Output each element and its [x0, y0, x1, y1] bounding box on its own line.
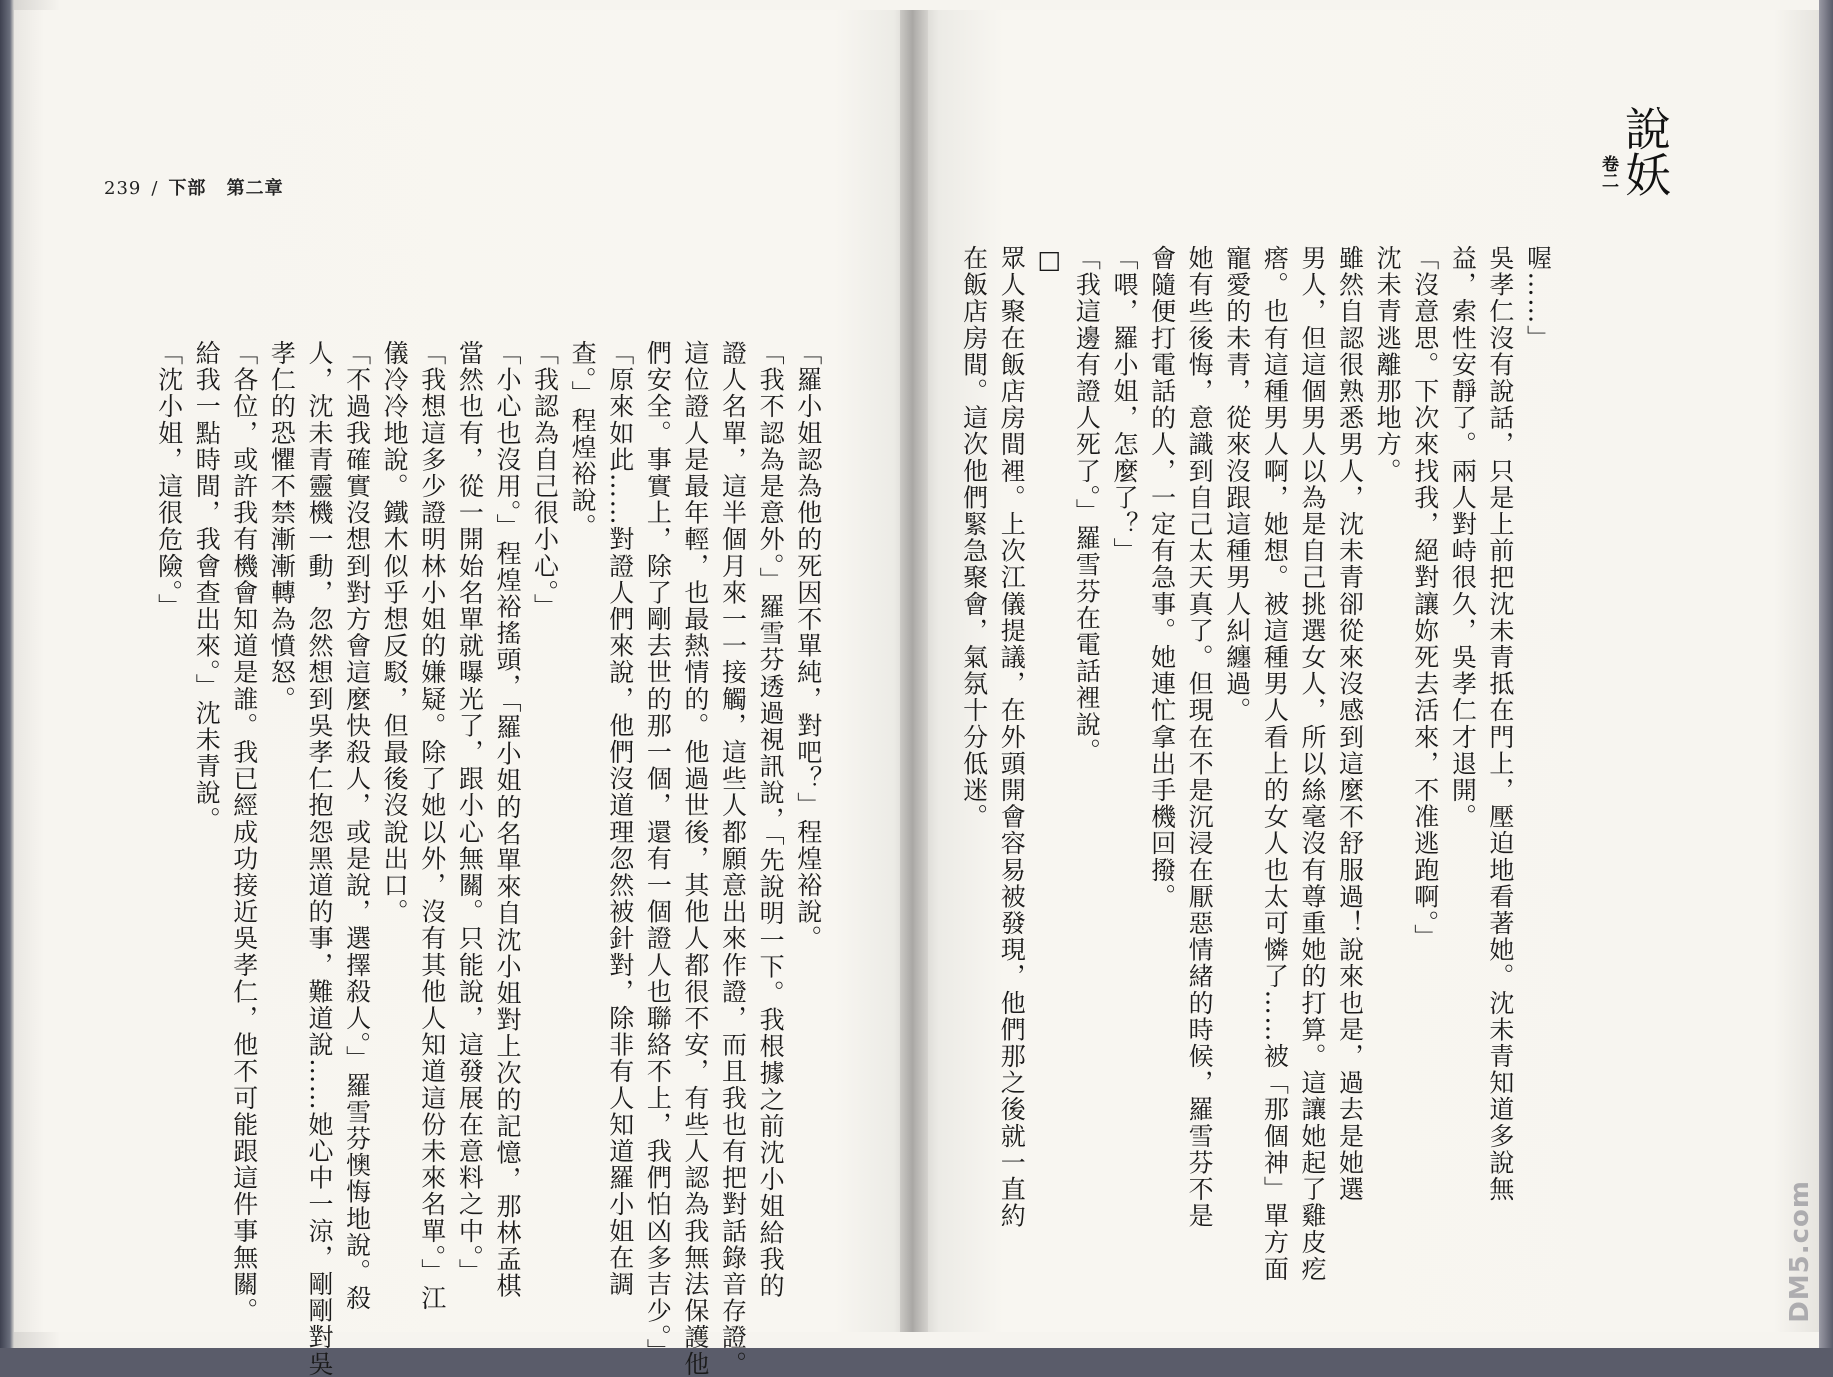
text-line: 「我這邊有證人死了。」羅雪芬在電話裡說。 — [1072, 245, 1102, 765]
text-line: 吳孝仁沒有說話，只是上前把沈未青抵在門上，壓迫地看著她。沈未青知道多說無 — [1485, 245, 1515, 1203]
text-line: 「我不認為是意外。」羅雪芬透過視訊說，「先說明一下。我根據之前沈小姐給我的 — [756, 340, 786, 1300]
left-page-text — [150, 340, 827, 1377]
header-separator: / — [151, 178, 159, 199]
book-logo — [1590, 105, 1680, 225]
text-line: □ — [1034, 245, 1064, 276]
text-line: 「小心也沒用。」程煌裕搖頭，「羅小姐的名單來自沈小姐對上次的記憶，那林孟棋 — [492, 340, 522, 1300]
text-line: 「各位，或許我有機會知道是誰。我已經成功接近吳孝仁，他不可能跟這件事無關。 — [229, 340, 259, 1325]
text-line: 沈未青逃離那地方。 — [1373, 245, 1403, 485]
text-line: 寵愛的未青，從來沒跟這種男人糾纏過。 — [1222, 245, 1252, 724]
show-through-mark — [140, 130, 200, 216]
text-line: 雖然自認很熟悉男人，沈未青卻從來沒感到這麼不舒服過！說來也是，過去是她選 — [1335, 245, 1365, 1203]
text-line: 瘩。也有這種男人啊，她想。被這種男人看上的女人也太可憐了……被「那個神」單方面 — [1260, 245, 1290, 1283]
text-line: 孝仁的恐懼不禁漸漸轉為憤怒。 — [267, 340, 297, 713]
text-line: 證人名單，這半個月來一一接觸，這些人都願意出來作證，而且我也有把對話錄音存證。 — [718, 340, 748, 1377]
volume-label: 卷二 — [1598, 155, 1618, 189]
text-line: 給我一點時間，我會查出來。」沈未青說。 — [192, 340, 222, 833]
text-line: 「沈小姐，這很危險。」 — [154, 340, 184, 621]
text-line: 她有些後悔，意識到自己太天真了。但現在不是沉浸在厭惡情緒的時候，羅雪芬不是 — [1185, 245, 1215, 1230]
text-line: 喔……」 — [1523, 245, 1553, 352]
text-line: 儀冷冷地說。鐵木似乎想反駁，但最後沒說出口。 — [380, 340, 410, 926]
text-line: 「不過我確實沒想到對方會這麼快殺人，或是說，選擇殺人。」羅雪芬懊悔地說。殺 — [342, 340, 372, 1312]
text-line: 男人，但這個男人以為是自己挑選女人，所以絲毫沒有尊重她的打算。這讓她起了雞皮疙 — [1297, 245, 1327, 1283]
right-page-text — [955, 245, 1557, 1283]
text-line: 這位證人是最年輕，也最熱情的。他過世後，其他人都很不安，有些人認為我無法保護他 — [680, 340, 710, 1377]
text-line: 眾人聚在飯店房間裡。上次江儀提議，在外頭開會容易被發現，他們那之後就一直約 — [997, 245, 1027, 1230]
text-line: 「羅小姐認為他的死因不單純，對吧？」程煌裕說。 — [793, 340, 823, 952]
book-gutter — [900, 10, 928, 1332]
page-number: 239 — [104, 178, 142, 199]
text-line: 查。」程煌裕說。 — [568, 340, 598, 541]
text-line: 在飯店房間。這次他們緊急聚會，氣氛十分低迷。 — [959, 245, 989, 831]
text-line: 會隨便打電話的人，一定有急事。她連忙拿出手機回撥。 — [1147, 245, 1177, 910]
text-line: 「沒意思。下次來找我，絕對讓妳死去活來，不准逃跑啊。」 — [1410, 245, 1440, 951]
text-line: 當然也有，從一開始名單就曝光了，跟小心無關。只能說，這發展在意料之中。」 — [455, 340, 485, 1286]
running-header — [104, 174, 284, 200]
brand-title: 說妖 — [1618, 105, 1672, 197]
text-line: 「我認為自己很小心。」 — [530, 340, 560, 621]
text-line: 們安全。事實上，除了剛去世的那一個，還有一個證人也聯絡不上，我們怕凶多吉少。」 — [643, 340, 673, 1365]
page-edge — [1819, 0, 1833, 1348]
part-title: 下部 — [168, 178, 207, 199]
text-line: 人，沈未青靈機一動，忽然想到吳孝仁抱怨黑道的事，難道說……她心中一涼，剛剛對吳 — [304, 340, 334, 1377]
chapter-title: 第二章 — [226, 178, 284, 199]
site-watermark: DM5.com — [1785, 1180, 1815, 1323]
text-line: 「喂，羅小姐，怎麼了？」 — [1109, 245, 1139, 565]
text-line: 益，索性安靜了。兩人對峙很久，吳孝仁才退開。 — [1448, 245, 1478, 831]
text-line: 「原來如此……對證人們來說，他們沒道理忽然被針對，除非有人知道羅小姐在調 — [605, 340, 635, 1298]
text-line: 「我想這多少證明林小姐的嫌疑。除了她以外，沒有其他人知道這份未來名單。」江 — [417, 340, 447, 1312]
